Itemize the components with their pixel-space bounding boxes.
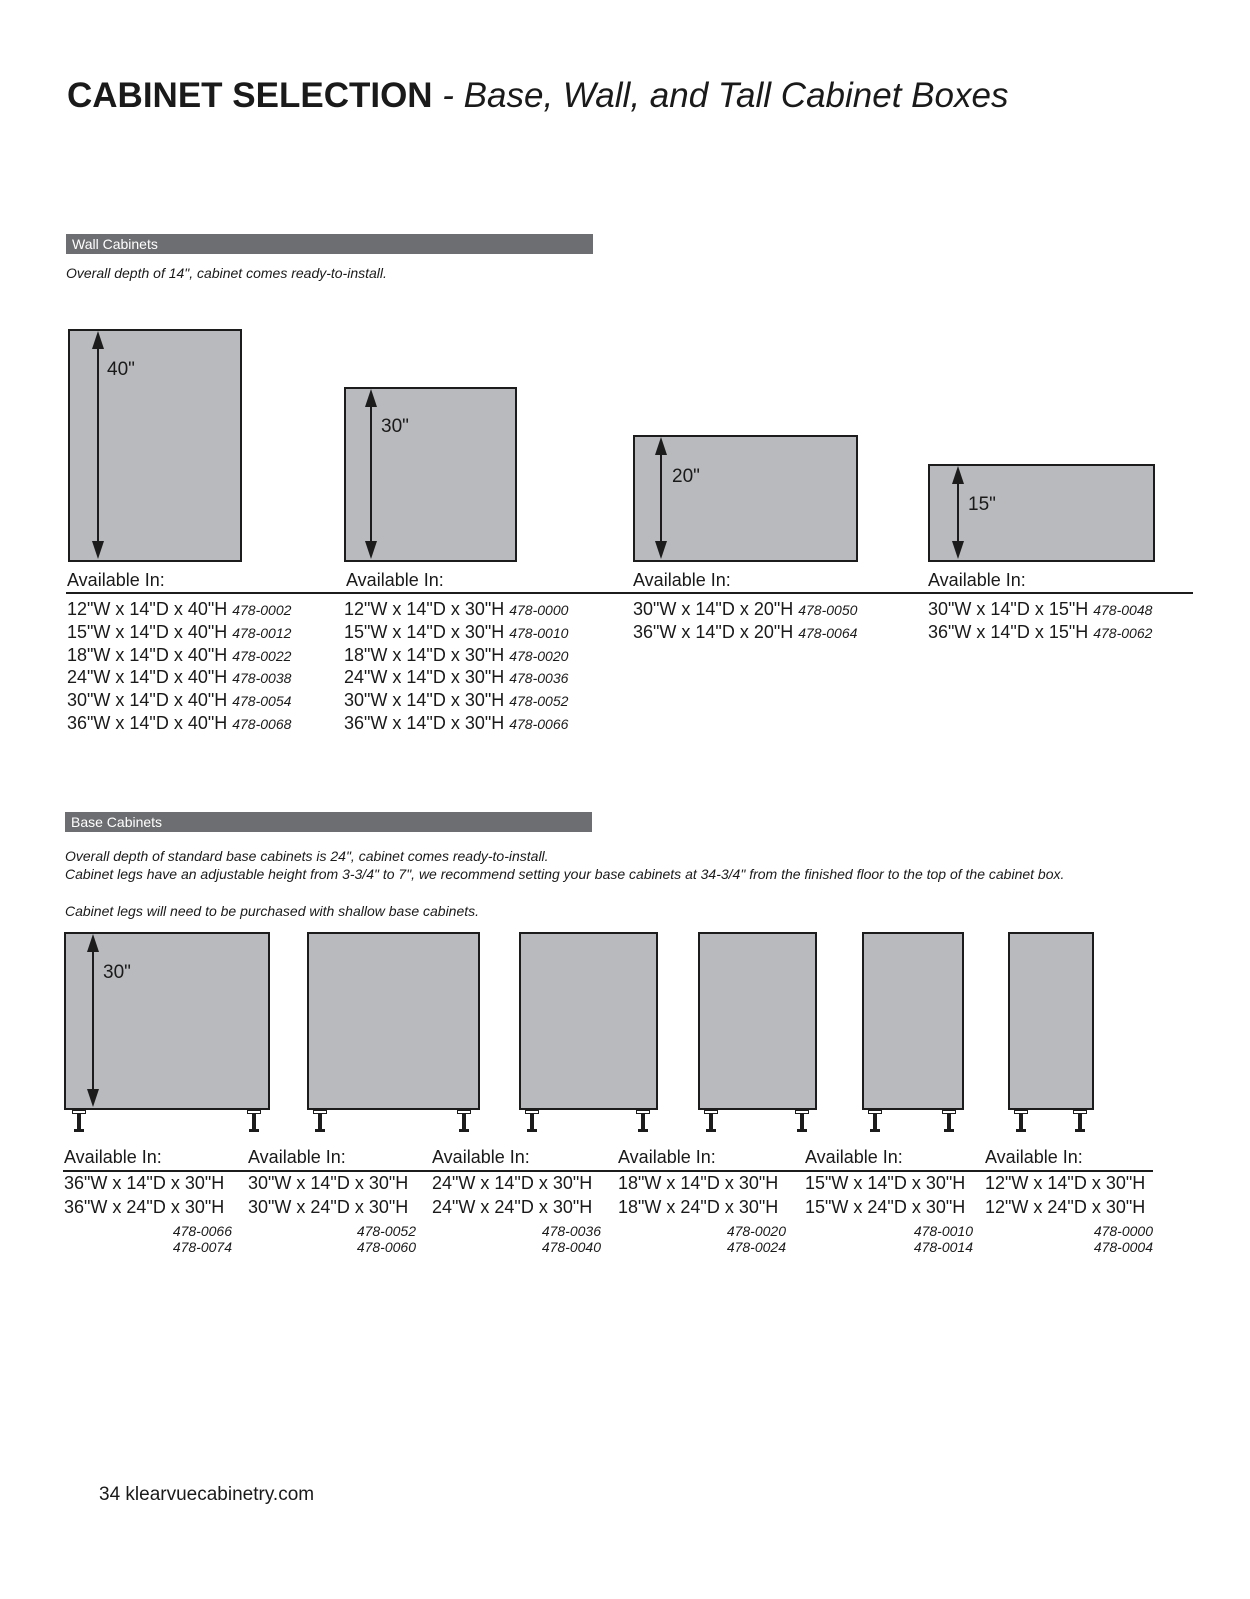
part-number: 478-0010 bbox=[913, 1223, 973, 1239]
list-item: 24"W x 14"D x 30"H 478-0036 bbox=[344, 667, 569, 687]
page-footer bbox=[99, 1484, 314, 1506]
dimension-arrow-down-icon bbox=[952, 541, 964, 559]
base-cabinet-30-diagram bbox=[307, 932, 480, 1110]
list-item: 36"W x 14"D x 20"H 478-0064 bbox=[633, 622, 858, 642]
base-cabinets-header: Base Cabinets bbox=[65, 812, 592, 832]
title-subtitle: - Base, Wall, and Tall Cabinet Boxes bbox=[432, 76, 1009, 115]
available-in-label: Available In: bbox=[346, 570, 444, 590]
base-cabinet-24-diagram bbox=[519, 932, 658, 1110]
part-number: 478-0020 bbox=[726, 1223, 786, 1239]
wall-dimension-label: 20" bbox=[672, 466, 700, 487]
available-in-label: Available In: bbox=[618, 1147, 716, 1167]
part-number: 478-0052 bbox=[356, 1223, 416, 1239]
base-cabinets-note: Overall depth of standard base cabinets is 24", cabinet comes ready-to-install. bbox=[65, 848, 549, 864]
wall-cabinets-header: Wall Cabinets bbox=[66, 234, 593, 254]
website-link[interactable]: klearvuecabinetry.com bbox=[125, 1484, 315, 1505]
part-number: 478-0014 bbox=[913, 1239, 973, 1255]
divider bbox=[66, 592, 1193, 594]
dimension-arrow-down-icon bbox=[92, 541, 104, 559]
wall-dimension-label: 15" bbox=[968, 494, 996, 515]
available-in-label: Available In: bbox=[248, 1147, 346, 1167]
wall-dimension-label: 40" bbox=[107, 359, 135, 380]
list-item: 24"W x 24"D x 30"H bbox=[432, 1197, 593, 1217]
list-item: 30"W x 14"D x 40"H 478-0054 bbox=[67, 690, 292, 710]
list-item: 12"W x 24"D x 30"H bbox=[985, 1197, 1146, 1217]
base-cabinets-note: Cabinet legs have an adjustable height from 3-3/4" to 7", we recommend setting your base cabinets at 34-3/4" from the finished floor to the top of the cabinet box. bbox=[65, 866, 1065, 882]
list-item: 30"W x 24"D x 30"H bbox=[248, 1197, 409, 1217]
available-in-label: Available In: bbox=[805, 1147, 903, 1167]
available-in-label: Available In: bbox=[64, 1147, 162, 1167]
wall-dimension-label: 30" bbox=[381, 416, 409, 437]
divider bbox=[63, 1170, 1153, 1172]
list-item: 15"W x 14"D x 30"H 478-0010 bbox=[344, 622, 569, 642]
wall-cabinet-40-diagram bbox=[68, 329, 242, 562]
list-item: 18"W x 14"D x 40"H 478-0022 bbox=[67, 645, 292, 665]
part-number: 478-0060 bbox=[356, 1239, 416, 1255]
part-number: 478-0000 bbox=[1093, 1223, 1153, 1239]
list-item: 36"W x 14"D x 30"H bbox=[64, 1173, 225, 1193]
base-cabinets-note: Cabinet legs will need to be purchased with shallow base cabinets. bbox=[65, 903, 480, 919]
available-in-label: Available In: bbox=[633, 570, 731, 590]
base-cabinet-36-diagram bbox=[64, 932, 270, 1110]
list-item: 12"W x 14"D x 30"H bbox=[985, 1173, 1146, 1193]
available-in-label: Available In: bbox=[432, 1147, 530, 1167]
page-title bbox=[67, 76, 1008, 116]
base-cabinet-12-diagram bbox=[1008, 932, 1094, 1110]
list-item: 15"W x 24"D x 30"H bbox=[805, 1197, 966, 1217]
list-item: 15"W x 14"D x 40"H 478-0012 bbox=[67, 622, 292, 642]
dimension-line bbox=[957, 480, 959, 548]
part-number: 478-0040 bbox=[541, 1239, 601, 1255]
list-item: 18"W x 14"D x 30"H bbox=[618, 1173, 779, 1193]
list-item: 30"W x 14"D x 15"H 478-0048 bbox=[928, 599, 1153, 619]
list-item: 30"W x 14"D x 30"H 478-0052 bbox=[344, 690, 569, 710]
list-item: 30"W x 14"D x 30"H bbox=[248, 1173, 409, 1193]
title-main: CABINET SELECTION bbox=[67, 76, 433, 115]
dimension-line bbox=[92, 948, 94, 1096]
page-number: 34 bbox=[99, 1484, 121, 1505]
dimension-line bbox=[660, 451, 662, 548]
wall-cabinets-note: Overall depth of 14", cabinet comes ready-to-install. bbox=[66, 265, 387, 281]
list-item: 12"W x 14"D x 40"H 478-0002 bbox=[67, 599, 292, 619]
list-item: 30"W x 14"D x 20"H 478-0050 bbox=[633, 599, 858, 619]
list-item: 18"W x 14"D x 30"H 478-0020 bbox=[344, 645, 569, 665]
base-cabinet-15-diagram bbox=[862, 932, 964, 1110]
dimension-arrow-down-icon bbox=[655, 541, 667, 559]
list-item: 15"W x 14"D x 30"H bbox=[805, 1173, 966, 1193]
list-item: 36"W x 24"D x 30"H bbox=[64, 1197, 225, 1217]
available-in-label: Available In: bbox=[985, 1147, 1083, 1167]
list-item: 36"W x 14"D x 30"H 478-0066 bbox=[344, 713, 569, 733]
list-item: 24"W x 14"D x 40"H 478-0038 bbox=[67, 667, 292, 687]
part-number: 478-0024 bbox=[726, 1239, 786, 1255]
list-item: 36"W x 14"D x 15"H 478-0062 bbox=[928, 622, 1153, 642]
dimension-arrow-down-icon bbox=[87, 1089, 99, 1107]
dimension-arrow-down-icon bbox=[365, 541, 377, 559]
base-dimension-label: 30" bbox=[103, 962, 131, 983]
part-number: 478-0004 bbox=[1093, 1239, 1153, 1255]
part-number: 478-0074 bbox=[172, 1239, 232, 1255]
list-item: 18"W x 24"D x 30"H bbox=[618, 1197, 779, 1217]
list-item: 24"W x 14"D x 30"H bbox=[432, 1173, 593, 1193]
dimension-line bbox=[370, 403, 372, 548]
part-number: 478-0036 bbox=[541, 1223, 601, 1239]
dimension-line bbox=[97, 345, 99, 548]
list-item: 36"W x 14"D x 40"H 478-0068 bbox=[67, 713, 292, 733]
base-cabinet-18-diagram bbox=[698, 932, 817, 1110]
available-in-label: Available In: bbox=[928, 570, 1026, 590]
part-number: 478-0066 bbox=[172, 1223, 232, 1239]
available-in-label: Available In: bbox=[67, 570, 165, 590]
list-item: 12"W x 14"D x 30"H 478-0000 bbox=[344, 599, 569, 619]
